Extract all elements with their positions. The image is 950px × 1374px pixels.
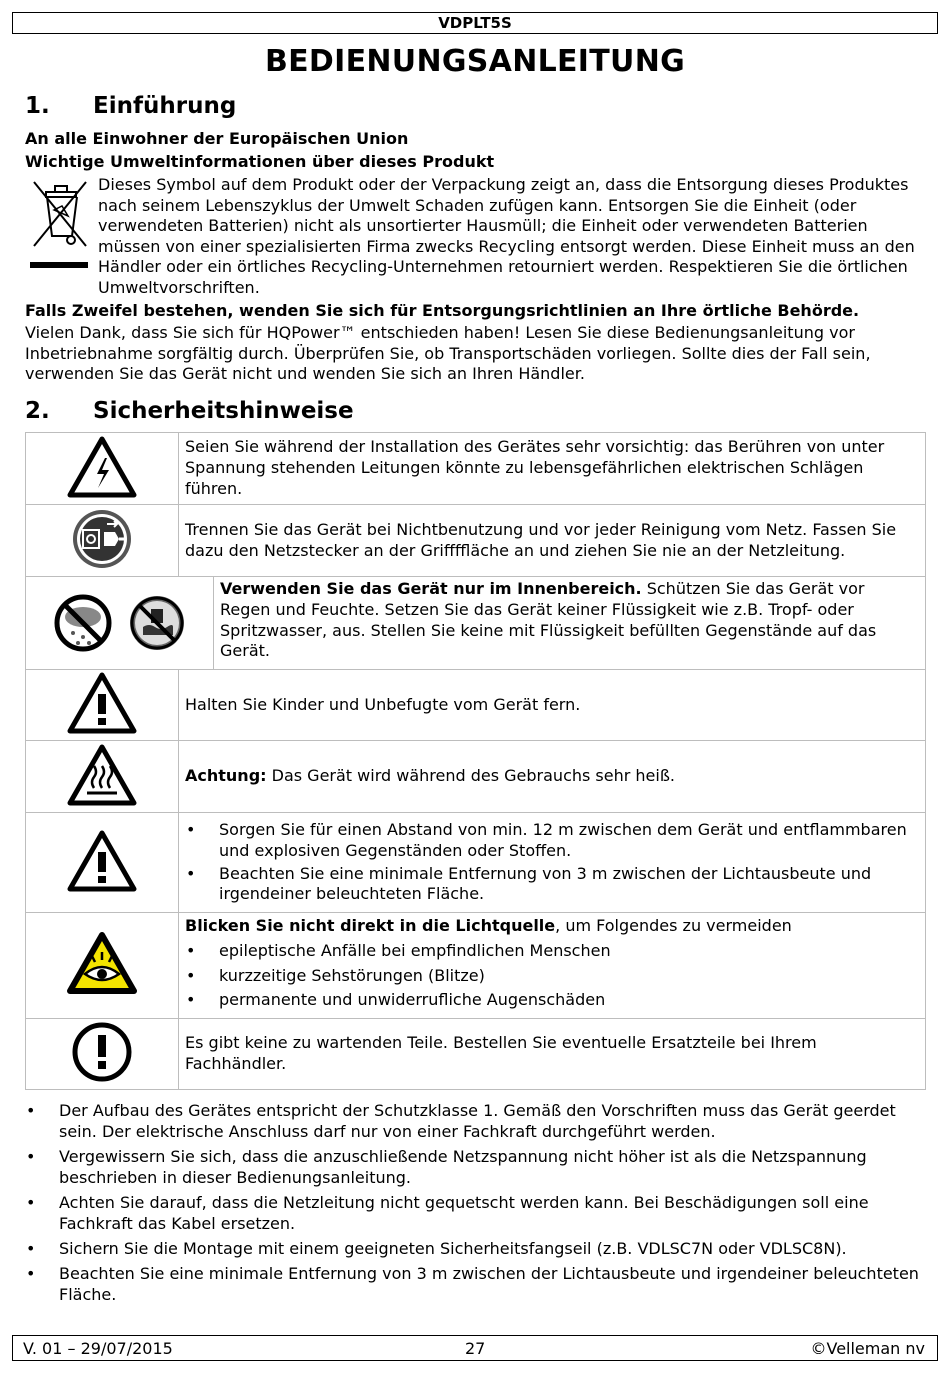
safety-row-icon-cell	[26, 913, 179, 1019]
safety-text: Es gibt keine zu wartenden Teile. Bestellen Sie eventuelle Ersatzteile bei Ihrem Fachhändler.	[185, 1033, 817, 1073]
safety-row-text	[179, 913, 926, 1019]
footer-copyright: ©Velleman nv	[810, 1339, 925, 1358]
list-item: • Der Aufbau des Gerätes entspricht der Schutzklasse 1. Gemäß den Vorschriften muss das Gerät geerdet sein. Der elektrische Anschluss darf nur von einer Fachkraft durchgeführt werden.	[25, 1100, 926, 1142]
no-liquid-icon	[127, 593, 187, 653]
list-item: • Beachten Sie eine minimale Entfernung von 3 m zwischen der Lichtausbeute und irgendeiner beleuchteten Fläche.	[25, 1263, 926, 1305]
safety-bullet-list	[185, 941, 919, 1011]
safety-row	[26, 813, 926, 913]
safety-row-text	[214, 577, 925, 669]
eye-hazard-icon	[67, 932, 137, 996]
section-1-heading	[25, 93, 236, 119]
section-number: 1.	[25, 93, 50, 119]
safety-bold-text: Blicken Sie nicht direkt in die Lichtquelle	[185, 915, 556, 935]
safety-row-icon-cell	[26, 505, 179, 577]
safety-text: , um Folgendes zu vermeiden	[555, 915, 792, 935]
list-item: • kurzzeitige Sehstörungen (Blitze)	[185, 966, 919, 987]
list-item: • epileptische Anfälle bei empfindlichen Menschen	[185, 941, 919, 962]
section-title: Einführung	[93, 93, 237, 119]
general-warning-icon	[67, 830, 137, 892]
safety-text: Trennen Sie das Gerät bei Nichtbenutzung und vor jeder Reinigung vom Netz. Fassen Sie dazu den Netzstecker an der Griffffläche an und ziehen Sie nie an der Netzleitung.	[185, 519, 897, 560]
safety-row	[26, 505, 926, 577]
safety-row-icon-cell	[26, 813, 179, 913]
safety-text: Seien Sie während der Installation des Gerätes sehr vorsichtig: das Berühren von unter Spannung stehenden Leitungen könnte zu lebensgefährlichen elektrischen Schlägen führen.	[185, 437, 885, 498]
icon-float-spacer	[25, 175, 98, 278]
safety-text: Das Gerät wird während des Gebrauchs sehr heiß.	[266, 766, 675, 786]
page-number: 27	[465, 1339, 486, 1358]
general-safety-list	[25, 1100, 926, 1309]
safety-bold-text: Verwenden Sie das Gerät nur im Innenbereich.	[220, 579, 642, 598]
safety-row-text	[179, 670, 926, 741]
unplug-icon	[71, 508, 133, 570]
thanks-text: Vielen Dank, dass Sie sich für HQPower™ entschieden haben! Lesen Sie diese Bedienungsanleitung vor Inbetriebnahme sorgfältig durch. Überprüfen Sie, ob Transportschäden vorliegen. Sollte dies der Fall sein, verwenden Sie das Gerät nicht und wenden Sie sich an Ihren Händler.	[25, 323, 871, 384]
safety-row	[26, 670, 926, 741]
safety-row-icon-cell	[26, 670, 179, 741]
env-text	[25, 175, 928, 299]
safety-bold-text: Achtung:	[185, 766, 267, 786]
safety-row-text	[179, 505, 926, 577]
no-rain-icon	[53, 593, 113, 653]
electric-shock-warning-icon	[67, 436, 137, 498]
safety-row-icon-cell	[26, 433, 179, 505]
section-2-heading	[25, 398, 354, 424]
page-title: BEDIENUNGSANLEITUNG	[264, 44, 686, 79]
safety-row-text	[179, 433, 926, 505]
section-number: 2.	[25, 398, 50, 424]
page-footer	[12, 1335, 938, 1361]
safety-row-text	[179, 1019, 926, 1090]
safety-row	[26, 913, 926, 1019]
list-item: • Sichern Sie die Montage mit einem geeigneten Sicherheitsfangseil (z.B. VDLSC7N oder VDLSC8N).	[25, 1238, 926, 1259]
general-warning-icon	[67, 672, 137, 734]
indoor-icons	[26, 577, 214, 669]
safety-text: Schützen Sie das Gerät vor Regen und Feuchte. Setzen Sie das Gerät keiner Flüssigkeit wie z.B. Tropf- oder Spritzwasser, aus. Stellen Sie keine mit Flüssigkeit befüllten Gegenstände auf das Gerät.	[220, 579, 877, 661]
list-item: • Sorgen Sie für einen Abstand von min. 12 m zwischen dem Gerät und entflammbaren und explosiven Gegenständen oder Stoffen.	[185, 820, 919, 862]
list-item: • Beachten Sie eine minimale Entfernung von 3 m zwischen der Lichtausbeute und irgendeiner beleuchteten Fläche.	[185, 864, 919, 906]
safety-row-combined	[26, 577, 926, 670]
section-title: Sicherheitshinweise	[93, 398, 354, 424]
footer-version: V. 01 – 29/07/2015	[23, 1339, 173, 1358]
hot-surface-icon	[67, 744, 137, 806]
safety-row-icon-cell	[26, 1019, 179, 1090]
attention-circle-icon	[71, 1021, 133, 1083]
safety-row-icon-cell	[26, 741, 179, 813]
page-header: VDPLT5S	[12, 12, 938, 34]
list-item: • Achten Sie darauf, dass die Netzleitung nicht gequetscht werden kann. Bei Beschädigungen soll eine Fachkraft das Kabel ersetzen.	[25, 1192, 926, 1234]
list-item: • Vergewissern Sie sich, dass die anzuschließende Netzspannung nicht höher ist als die Netzspannung beschrieben in dieser Bedienungsanleitung.	[25, 1146, 926, 1188]
safety-row-text	[179, 741, 926, 813]
safety-row	[26, 577, 926, 670]
env-text-body: Dieses Symbol auf dem Produkt oder der Verpackung zeigt an, dass die Entsorgung dieses Produktes nach seinem Lebenszyklus der Umwelt Schaden zufügen kann. Entsorgen Sie die Einheit (oder verwendeten Batterien) nicht als unsortierter Hausmüll; die Einheit oder verwendeten Batterien müssen von einer spezialisierten Firma zwecks Recycling entsorgt werden. Diese Einheit muss an den Händler oder ein örtliches Recycling-Unternehmen retourniert werden. Respektieren Sie die örtlichen Umweltvorschriften.	[98, 175, 915, 297]
env-heading: Wichtige Umweltinformationen über dieses Produkt	[25, 152, 495, 171]
safety-text: Halten Sie Kinder und Unbefugte vom Gerät fern.	[185, 694, 581, 714]
eu-audience: An alle Einwohner der Europäischen Union	[25, 129, 409, 148]
safety-row-text	[179, 813, 926, 913]
safety-row	[26, 433, 926, 505]
safety-row	[26, 1019, 926, 1090]
safety-row	[26, 741, 926, 813]
list-item: • permanente und unwiderrufliche Augenschäden	[185, 990, 919, 1011]
safety-bullet-list	[185, 820, 919, 905]
safety-table	[25, 432, 926, 1090]
doubt-notice: Falls Zweifel bestehen, wenden Sie sich für Entsorgungsrichtlinien an Ihre örtliche Behörde.	[25, 301, 860, 320]
